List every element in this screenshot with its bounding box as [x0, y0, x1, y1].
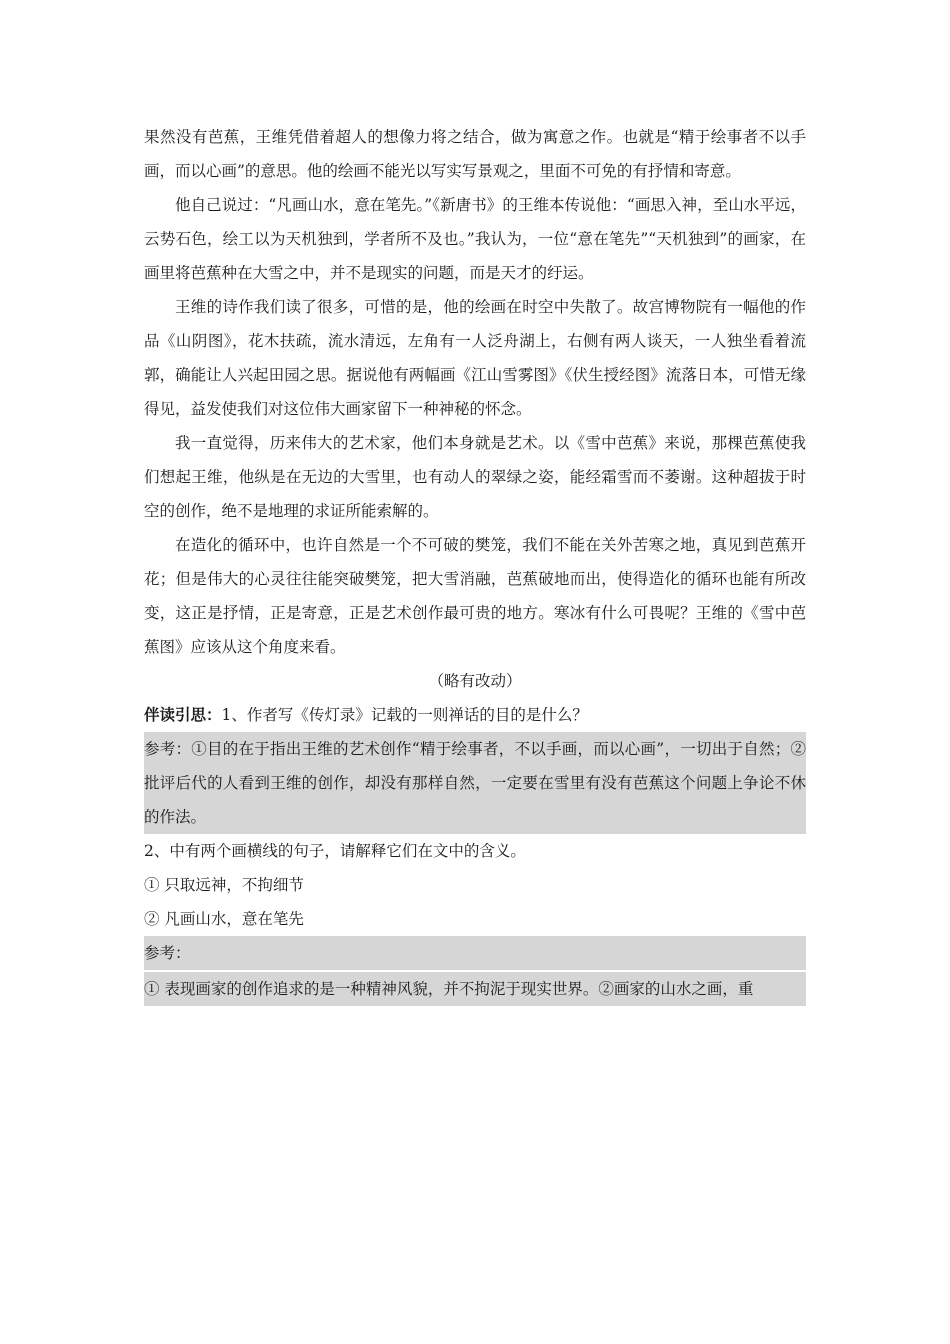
- answer-1-text: 参考：①目的在于指出王维的艺术创作“精于绘事者，不以手画，而以心画”，一切出于自然；②批评后代的人看到王维的创作，却没有那样自然，一定要在雪里有没有芭蕉这个问题上争论不休的作法。: [144, 740, 806, 826]
- paragraph-1: 果然没有芭蕉，王维凭借着超人的想像力将之结合，做为寓意之作。也就是“精于绘事者不以手画，而以心画”的意思。他的绘画不能光以写实写景观之，里面不可免的有抒情和寄意。: [144, 128, 806, 180]
- paragraph-3: 王维的诗作我们读了很多，可惜的是，他的绘画在时空中失散了。故宫博物院有一幅他的作品《山阴图》，花木扶疏，流水清远，左角有一人泛舟湖上，右侧有两人谈天，一人独坐看着流郭，确能让人兴起田园之思。据说他有两幅画《江山雪雾图》《伏生授经图》流落日本，可惜无缘得见，益发使我们对这位伟大画家留下一种神秘的怀念。: [144, 298, 806, 418]
- question-2-item-2: ② 凡画山水，意在笔先: [144, 910, 304, 928]
- paragraph-2: 他自己说过：“凡画山水，意在笔先。”《新唐书》的王维本传说他：“画思入神，至山水平远，云势石色，绘工以为天机独到，学者所不及也。”我认为，一位“意在笔先”“天机独到”的画家，在画里将芭蕉种在大雪之中，并不是现实的问题，而是天才的纡运。: [144, 196, 806, 282]
- answer-2-text: ① 表现画家的创作追求的是一种精神风貌，并不拘泥于现实世界。②画家的山水之画，重: [144, 970, 806, 1006]
- source-note: （略有改动）: [428, 672, 522, 690]
- question-1-text: 1、作者写《传灯录》记载的一则禅话的目的是什么？: [221, 706, 588, 724]
- question-1: [144, 698, 806, 732]
- answer-1-block: [144, 732, 806, 834]
- question-2: 2、中有两个画横线的句子，请解释它们在文中的含义。: [144, 842, 526, 860]
- answer-2-label: 参考：: [144, 944, 191, 962]
- question-2-item-1: ① 只取远神，不拘细节: [144, 876, 304, 894]
- paragraph-4: 我一直觉得，历来伟大的艺术家，他们本身就是艺术。以《雪中芭蕉》来说，那棵芭蕉使我们想起王维，他纵是在无边的大雪里，也有动人的翠绿之姿，能经霜雪而不萎谢。这种超拔于时空的创作，绝不是地理的求证所能索解的。: [144, 434, 806, 520]
- answer-2-block: [144, 936, 806, 1006]
- paragraph-5: 在造化的循环中，也许自然是一个不可破的樊笼，我们不能在关外苦寒之地，真见到芭蕉开花；但是伟大的心灵往往能突破樊笼，把大雪消融，芭蕉破地而出，使得造化的循环也能有所改变，这正是抒情，正是寄意，正是艺术创作最可贵的地方。寒冰有什么可畏呢？王维的《雪中芭蕉图》应该从这个角度来看。: [144, 536, 806, 656]
- document-page: [144, 120, 806, 1006]
- guide-label: 伴读引思：: [144, 705, 222, 724]
